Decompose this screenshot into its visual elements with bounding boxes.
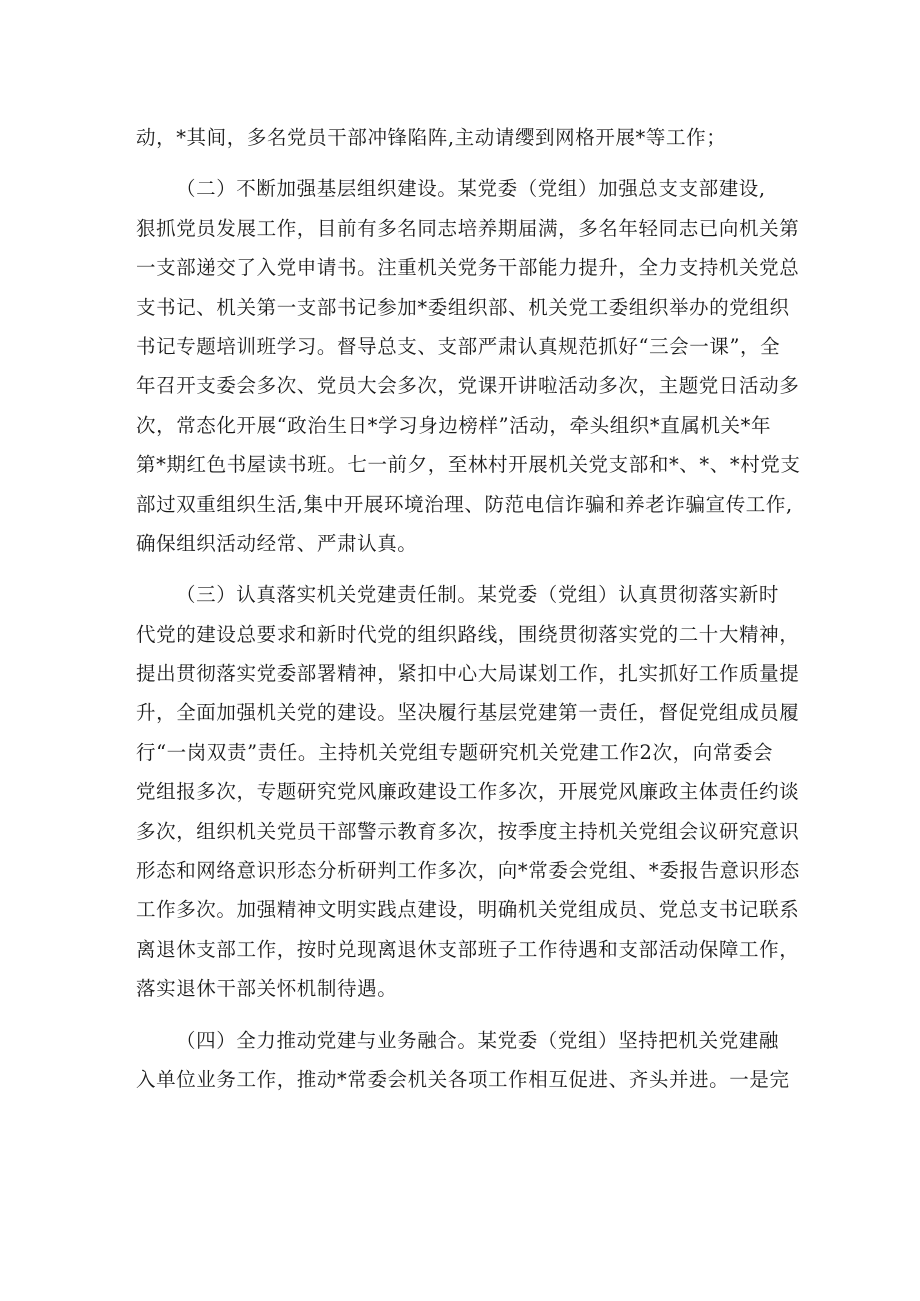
text-line: 动，*其间，多名党员干部冲锋陷阵,主动请缨到网格开展*等工作； bbox=[136, 126, 727, 149]
paragraph-1 bbox=[136, 118, 800, 157]
text-line: 年召开支委会多次、党员大会多次，党课开讲啦活动多次，主题党日活动多 bbox=[136, 374, 800, 398]
paragraph-2 bbox=[136, 169, 800, 563]
text-line: （二）不断加强基层组织建设。某党委（党组）加强总支支部建设, bbox=[176, 177, 766, 201]
text-line: 形态和网络意识形态分析研判工作多次，向*常委会党组、*委报告意识形态 bbox=[136, 859, 800, 883]
text-line: 支书记、机关第一支部书记参加*委组织部、机关党工委组织举办的党组织 bbox=[136, 295, 790, 319]
text-line: 提出贯彻落实党委部署精神，紧扣中心大局谋划工作，扎实抓好工作质量提 bbox=[136, 662, 800, 686]
paragraph-3 bbox=[136, 575, 800, 1008]
text-line: （三）认真落实机关党建责任制。某党委（党组）认真贯彻落实新时 bbox=[176, 583, 780, 607]
text-line: 确保组织活动经常、严肃认真。 bbox=[136, 531, 418, 555]
text-line: 行“一岗双责”责任。主持机关党组专题研究机关党建工作2次，向常委会 bbox=[136, 740, 774, 764]
text-line: 第*期红色书屋读书班。七一前夕，至林村开展机关党支部和*、*、*村党支 bbox=[136, 453, 801, 477]
text-line: 代党的建设总要求和新时代党的组织路线，围绕贯彻落实党的二十大精神， bbox=[136, 622, 800, 646]
text-line: 次，常态化开展“政治生日*学习身边榜样”活动，牵头组织*直属机关*年 bbox=[136, 413, 772, 437]
text-line: 书记专题培训班学习。督导总支、支部严肃认真规范抓好“三会一课”，全 bbox=[136, 334, 781, 358]
text-line: 工作多次。加强精神文明实践点建设，明确机关党组成员、党总支书记联系 bbox=[136, 898, 800, 922]
text-line: 一支部递交了入党申请书。注重机关党务干部能力提升，全力支持机关党总 bbox=[136, 256, 800, 280]
text-line: 多次，组织机关党员干部警示教育多次，按季度主持机关党组会议研究意识 bbox=[136, 819, 800, 843]
text-line: 部过双重组织生活,集中开展环境治理、防范电信诈骗和养老诈骗宣传工作, bbox=[136, 492, 793, 516]
text-line: 狠抓党员发展工作，目前有多名同志培养期届满，多名年轻同志已向机关第 bbox=[136, 216, 800, 240]
document-body bbox=[136, 118, 800, 1099]
text-line: 落实退休干部关怀机制待遇。 bbox=[136, 977, 398, 1001]
text-line: 党组报多次，专题研究党风廉政建设工作多次，开展党风廉政主体责任约谈 bbox=[136, 780, 800, 804]
paragraph-4 bbox=[136, 1021, 800, 1100]
text-line: 升，全面加强机关党的建设。坚决履行基层党建第一责任，督促党组成员履 bbox=[136, 701, 800, 725]
text-line: （四）全力推动党建与业务融合。某党委（党组）坚持把机关党建融 bbox=[176, 1028, 780, 1052]
text-line: 入单位业务工作，推动*常委会机关各项工作相互促进、齐头并进。一是完 bbox=[136, 1067, 790, 1091]
text-line: 离退休支部工作，按时兑现离退休支部班子工作待遇和支部活动保障工作， bbox=[136, 937, 800, 961]
